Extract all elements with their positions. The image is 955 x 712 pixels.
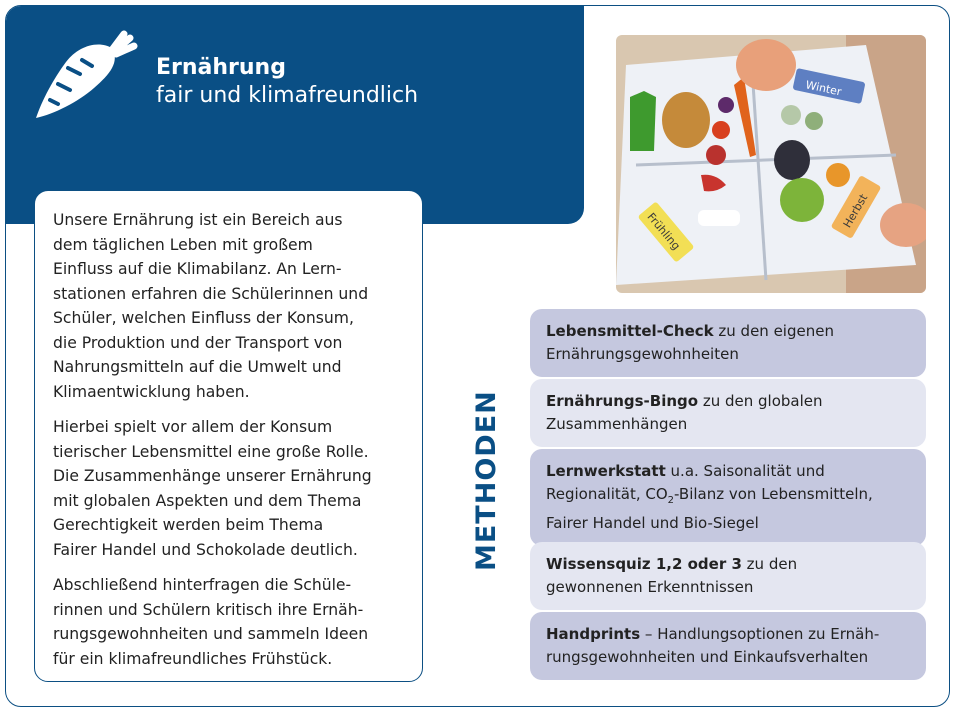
intro-paragraph-2 [53,415,408,562]
text-line: Nahrungsmitteln auf die Umwelt und [53,358,342,376]
text-line: Gerechtigkeit werden beim Thema [53,516,324,534]
method-text: rungsgewohnheiten und Einkaufsverhalten [546,648,869,666]
title-main: Ernährung [156,55,286,80]
text-line: stationen erfahren die Schülerinnen und [53,284,369,303]
photo-label-spring: Frühling [644,210,683,253]
seasonal-food-photo [616,35,926,293]
info-card [5,5,950,707]
text-line: rinnen und Schülern kritisch ihre Ernäh- [53,600,364,619]
text-line: Schüler, welchen Einfluss der Konsum, [53,309,354,327]
text-line: Fairer Handel und Schokolade deutlich. [53,540,358,559]
method-text: Regionalität, CO [546,485,668,503]
text-line: rungsgewohnheiten und sammeln Ideen [53,625,369,643]
method-item-lebensmittel-check [530,309,926,377]
method-text: – Handlungsoptionen zu Ernäh- [640,625,880,643]
text-line: Klimaentwicklung haben. [53,382,250,401]
methods-label: METHODEN [471,390,502,571]
method-title: Wissensquiz 1,2 oder 3 [546,555,742,573]
method-text: -Bilanz von Lebensmitteln, [674,485,873,503]
method-item-wissensquiz [530,542,926,610]
text-line: dem täglichen Leben mit großem [53,235,313,254]
method-text: zu den eigenen [713,322,834,340]
photo-label-winter: Winter [804,78,843,99]
method-text-subscript: 2 [667,495,675,506]
method-title: Lernwerkstatt [546,462,666,480]
method-text: zu den globalen [698,392,823,410]
intro-paragraph-1 [53,208,408,404]
method-text: Zusammenhängen [546,415,688,433]
method-item-handprints [530,612,926,680]
page-title [156,54,418,110]
intro-paragraph-3 [53,573,408,671]
photo-label-autumn: Herbst [840,191,871,231]
text-line: Abschließend hinterfragen die Schüle- [53,576,352,594]
text-line: Unsere Ernährung ist ein Bereich aus [53,211,343,229]
method-title: Handprints [546,625,641,643]
text-line: Die Zusammenhänge unserer Ernährung [53,467,372,485]
method-text: Ernährungsgewohnheiten [546,345,739,363]
method-text: zu den [741,555,798,573]
text-line: die Produktion und der Transport von [53,333,343,352]
text-line: tierischer Lebensmittel eine große Rolle. [53,442,369,461]
text-line: mit globalen Aspekten und dem Thema [53,491,362,510]
title-subtitle: fair und klimafreundlich [156,83,419,108]
method-title: Lebensmittel-Check [546,322,714,340]
method-item-ernaehrungs-bingo [530,379,926,447]
method-text: Fairer Handel und Bio-Siegel [546,514,759,532]
method-title: Ernährungs-Bingo [546,392,699,410]
carrot-icon [28,28,138,128]
method-item-lernwerkstatt [530,449,926,546]
text-line: für ein klimafreundliches Frühstück. [53,649,333,668]
text-line: Hierbei spielt vor allem der Konsum [53,418,333,436]
method-text: gewonnenen Erkenntnissen [546,578,754,596]
text-line: Einfluss auf die Klimabilanz. An Lern- [53,260,342,278]
method-text: u.a. Saisonalität und [665,462,825,480]
intro-text-box [34,190,423,682]
